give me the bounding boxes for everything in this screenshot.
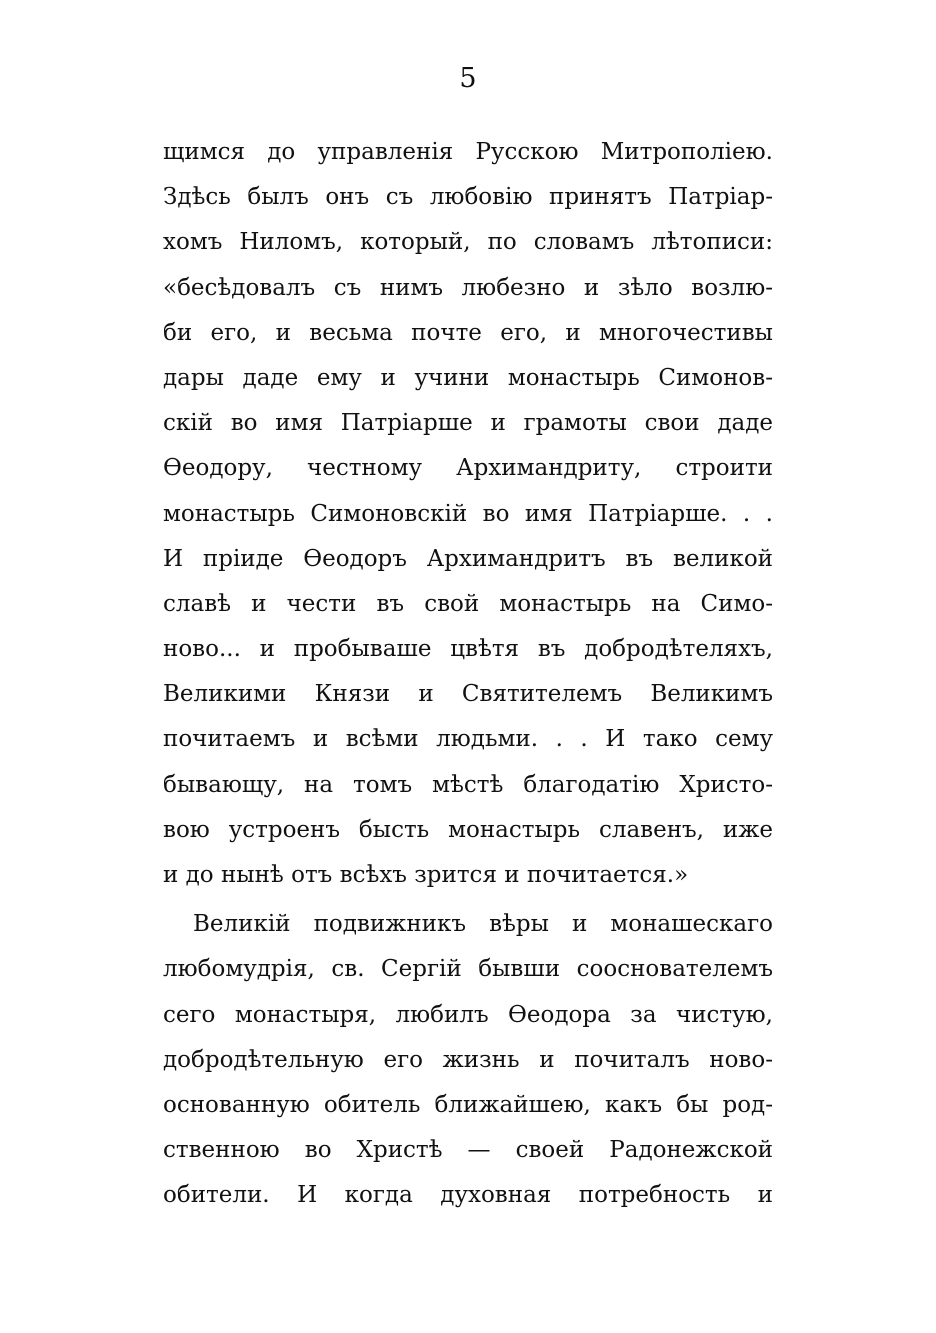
text-line: хомъ Ниломъ, который, по словамъ лѣтописи: — [163, 229, 773, 256]
text-line: Здѣсь былъ онъ съ любовію принятъ Патріар- — [163, 184, 773, 211]
text-line: скій во имя Патріарше и грамоты свои даде — [163, 410, 773, 437]
text-line: Великій подвижникъ вѣры и монашескаго — [193, 911, 773, 938]
text-line: добродѣтельную его жизнь и почиталъ ново- — [163, 1046, 773, 1073]
text-line: щимся до управленія Русскою Митрополіею. — [163, 139, 773, 165]
text-line: любомудрія, св. Сергій бывши сооснователемъ — [163, 956, 773, 983]
text-line: вою устроенъ бысть монастырь славенъ, иже — [163, 816, 773, 843]
text-line: сего монастыря, любилъ Ѳеодора за чистую, — [163, 1001, 773, 1028]
text-line: обители. И когда духовная потребность и — [163, 1182, 773, 1209]
text-line: Великими Князи и Святителемъ Великимъ — [163, 681, 773, 708]
text-line: «бесѣдовалъ съ нимъ любезно и зѣло возлю- — [163, 274, 773, 301]
text-line: Ѳеодору, честному Архимандриту, строити — [163, 455, 773, 482]
text-line: дары даде ему и учини монастырь Симонов- — [163, 364, 773, 391]
text-line: славѣ и чести въ свой монастырь на Симо- — [163, 590, 773, 617]
text-line: И пріиде Ѳеодоръ Архимандритъ въ великой — [163, 545, 773, 572]
text-line: почитаемъ и всѣми людьми. . . И тако сему — [163, 726, 773, 753]
page-text — [163, 130, 773, 1219]
text-line: ственною во Христѣ — своей Радонежской — [163, 1137, 773, 1164]
page-number: 5 — [459, 63, 477, 94]
text-line: ново... и пробываше цвѣтя въ добродѣтеляхъ, — [163, 636, 773, 663]
text-line: и до нынѣ отъ всѣхъ зрится и почитается.» — [163, 862, 689, 888]
text-line: основанную обитель ближайшею, какъ бы род- — [163, 1091, 773, 1118]
text-line: би его, и весьма почте его, и многочестивы — [163, 319, 773, 346]
text-line: бывающу, на томъ мѣстѣ благодатію Христо- — [163, 771, 773, 798]
text-line: монастырь Симоновскій во имя Патріарше. . . — [163, 500, 773, 527]
